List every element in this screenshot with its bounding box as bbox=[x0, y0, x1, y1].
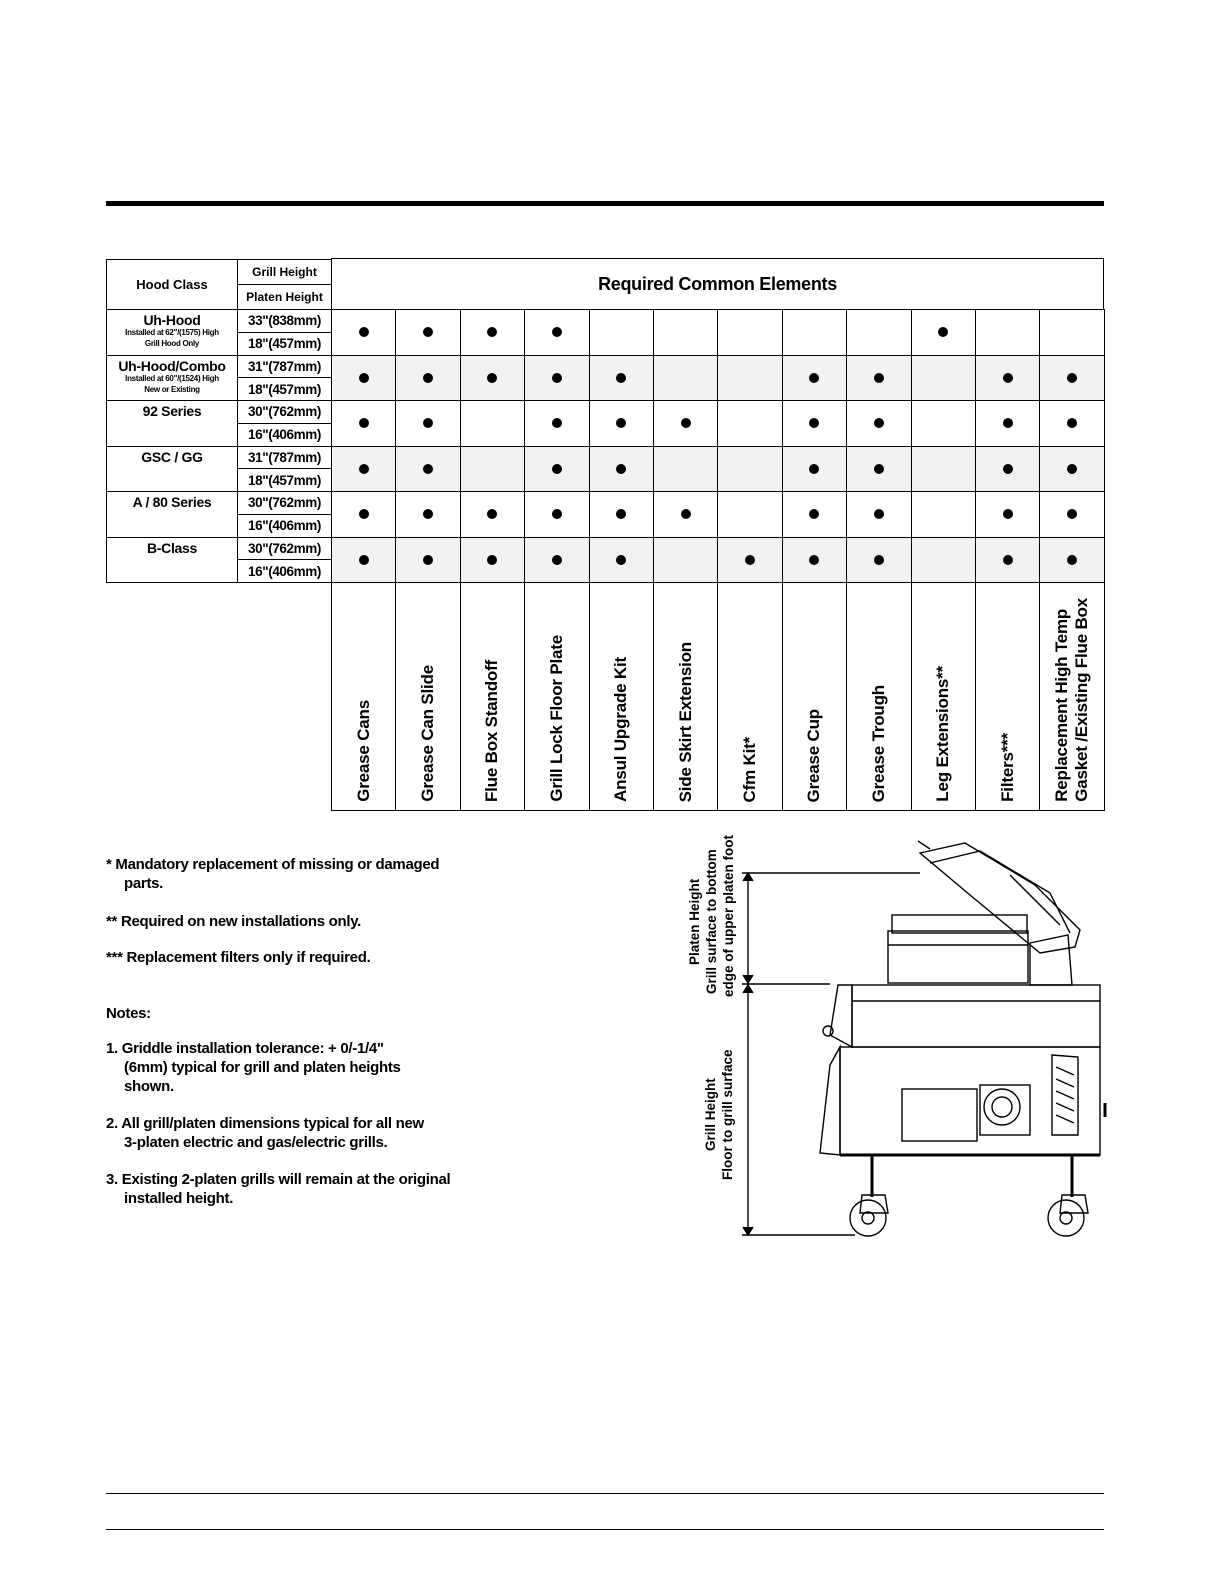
required-dot-icon bbox=[359, 464, 369, 474]
requirement-cell bbox=[717, 400, 782, 447]
grill-height-title: Grill Height bbox=[703, 1078, 718, 1152]
requirement-cell bbox=[589, 355, 654, 402]
element-label-text bbox=[998, 733, 1018, 802]
element-label-line: Filters*** bbox=[997, 733, 1017, 802]
element-label-text bbox=[611, 657, 631, 802]
note-1-line-2: (6mm) typical for grill and platen heights bbox=[124, 1059, 401, 1076]
required-dot-icon bbox=[681, 509, 691, 519]
required-dot-icon bbox=[487, 373, 497, 383]
platen-height-text: 18"(457mm) bbox=[248, 336, 321, 352]
element-column-label bbox=[717, 582, 782, 811]
grill-height-value bbox=[237, 537, 332, 561]
required-dot-icon bbox=[1067, 464, 1077, 474]
platen-height-header bbox=[237, 284, 332, 310]
element-column-label bbox=[653, 582, 718, 811]
element-column-label bbox=[331, 582, 396, 811]
grill-height-header-text: Grill Height bbox=[252, 265, 317, 279]
footnote-3: *** Replacement filters only if required. bbox=[106, 949, 371, 966]
grill-height-value bbox=[237, 309, 332, 333]
grill-height-value bbox=[237, 446, 332, 470]
platen-height-text: 16"(406mm) bbox=[248, 563, 321, 579]
element-column-label bbox=[975, 582, 1040, 811]
element-column-label bbox=[782, 582, 847, 811]
requirement-cell bbox=[1039, 355, 1104, 402]
requirement-cell bbox=[524, 491, 589, 538]
required-elements-table bbox=[106, 258, 1104, 811]
hood-class-name: Uh-Hood/Combo bbox=[118, 357, 226, 374]
element-label-line: Grease Cans bbox=[353, 700, 373, 802]
required-dot-icon bbox=[874, 373, 884, 383]
grill-height-desc: Floor to grill surface bbox=[720, 1049, 735, 1181]
required-dot-icon bbox=[809, 373, 819, 383]
required-dot-icon bbox=[1067, 509, 1077, 519]
platen-height-header-text: Platen Height bbox=[246, 290, 323, 304]
hood-class-cell bbox=[106, 491, 238, 538]
requirement-cell bbox=[717, 446, 782, 493]
note-1 bbox=[106, 1039, 401, 1096]
requirement-cell bbox=[460, 309, 525, 356]
footnote-1-line-2: parts. bbox=[124, 875, 164, 892]
element-label-text bbox=[804, 709, 824, 802]
element-label-line: Cfm Kit* bbox=[740, 736, 760, 802]
requirement-cell bbox=[975, 400, 1040, 447]
right-caster bbox=[1048, 1200, 1084, 1236]
required-dot-icon bbox=[423, 327, 433, 337]
required-dot-icon bbox=[1067, 373, 1077, 383]
platen-height-desc-1: Grill surface to bottom bbox=[704, 849, 719, 995]
required-dot-icon bbox=[359, 373, 369, 383]
grill-height-text: 33"(838mm) bbox=[248, 313, 321, 329]
element-label-text bbox=[482, 660, 502, 802]
requirement-cell bbox=[524, 446, 589, 493]
requirement-cell bbox=[975, 491, 1040, 538]
hood-class-note: Installed at 62"/(1575) High bbox=[125, 328, 219, 337]
required-dot-icon bbox=[1067, 555, 1077, 565]
requirement-cell bbox=[524, 400, 589, 447]
required-dot-icon bbox=[1003, 464, 1013, 474]
required-dot-icon bbox=[616, 373, 626, 383]
footnote-1 bbox=[106, 855, 439, 893]
note-2-line-1: 2. All grill/platen dimensions typical for all new bbox=[106, 1115, 424, 1132]
requirement-cell bbox=[911, 400, 976, 447]
required-dot-icon bbox=[616, 464, 626, 474]
element-label-line: Replacement High Temp bbox=[1052, 609, 1072, 802]
requirement-cell bbox=[460, 400, 525, 447]
footer-rule-2 bbox=[106, 1529, 1104, 1530]
required-dot-icon bbox=[616, 418, 626, 428]
element-column-label bbox=[846, 582, 911, 811]
required-dot-icon bbox=[681, 418, 691, 428]
element-label-line: Grease Trough bbox=[868, 684, 888, 802]
requirement-cell bbox=[653, 491, 718, 538]
requirement-cell bbox=[717, 537, 782, 584]
element-label-text bbox=[676, 642, 696, 802]
electrical-box bbox=[902, 1089, 977, 1141]
required-dot-icon bbox=[1067, 418, 1077, 428]
requirement-cell bbox=[524, 355, 589, 402]
requirement-cell bbox=[846, 537, 911, 584]
requirement-cell bbox=[589, 309, 654, 356]
element-column-label bbox=[524, 582, 589, 811]
required-dot-icon bbox=[616, 509, 626, 519]
requirement-cell bbox=[911, 537, 976, 584]
footnote-2: ** Required on new installations only. bbox=[106, 913, 362, 930]
requirement-cell bbox=[846, 491, 911, 538]
required-dot-icon bbox=[809, 418, 819, 428]
hood-class-cell bbox=[106, 400, 238, 447]
required-dot-icon bbox=[1003, 418, 1013, 428]
requirement-cell bbox=[653, 400, 718, 447]
platen-height-value bbox=[237, 332, 332, 356]
required-dot-icon bbox=[359, 418, 369, 428]
lower-platen-top bbox=[892, 915, 1027, 933]
element-label-text bbox=[869, 685, 889, 802]
requirement-cell bbox=[331, 355, 396, 402]
element-label-line: Grease Cup bbox=[804, 708, 824, 802]
required-dot-icon bbox=[874, 509, 884, 519]
top-rule bbox=[106, 201, 1104, 206]
platen-height-text: 18"(457mm) bbox=[248, 472, 321, 488]
grill-height-text: 30"(762mm) bbox=[248, 404, 321, 420]
element-label-line: Gasket /Existing Flue Box bbox=[1072, 598, 1092, 802]
element-column-label bbox=[395, 582, 460, 811]
grill-dimension-figure bbox=[680, 835, 1110, 1245]
requirement-cell bbox=[653, 446, 718, 493]
requirement-cell bbox=[395, 537, 460, 584]
requirement-cell bbox=[975, 537, 1040, 584]
requirement-cell bbox=[460, 537, 525, 584]
required-elements-header-text: Required Common Elements bbox=[598, 273, 837, 294]
requirement-cell bbox=[524, 537, 589, 584]
required-dot-icon bbox=[874, 464, 884, 474]
required-dot-icon bbox=[423, 418, 433, 428]
required-dot-icon bbox=[423, 555, 433, 565]
requirement-cell bbox=[589, 537, 654, 584]
requirement-cell bbox=[653, 309, 718, 356]
requirement-cell bbox=[846, 400, 911, 447]
requirement-cell bbox=[846, 446, 911, 493]
requirement-cell bbox=[331, 491, 396, 538]
element-label-text bbox=[354, 700, 374, 802]
requirement-cell bbox=[782, 309, 847, 356]
element-label-text bbox=[418, 665, 438, 802]
hood-class-name: Uh-Hood bbox=[143, 312, 201, 328]
platen-height-desc-2: edge of upper platen foot bbox=[721, 835, 736, 997]
requirement-cell bbox=[331, 446, 396, 493]
requirement-cell bbox=[589, 491, 654, 538]
requirement-cell bbox=[1039, 446, 1104, 493]
element-label-line: Grease Can Slide bbox=[418, 665, 438, 802]
hood-class-name: B-Class bbox=[146, 539, 198, 556]
requirement-cell bbox=[717, 491, 782, 538]
required-dot-icon bbox=[809, 464, 819, 474]
platen-height-title: Platen Height bbox=[687, 878, 702, 966]
element-label-line: Flue Box Standoff bbox=[482, 659, 502, 802]
required-dot-icon bbox=[745, 555, 755, 565]
required-dot-icon bbox=[1003, 555, 1013, 565]
hood-class-cell bbox=[106, 537, 238, 584]
required-dot-icon bbox=[552, 327, 562, 337]
required-dot-icon bbox=[1003, 373, 1013, 383]
note-1-line-1: 1. Griddle installation tolerance: + 0/-1/4" bbox=[106, 1040, 384, 1057]
element-label-line: Grill Lock Floor Plate bbox=[546, 635, 566, 802]
requirement-cell bbox=[911, 491, 976, 538]
note-3-line-2: installed height. bbox=[124, 1190, 234, 1207]
requirement-cell bbox=[911, 309, 976, 356]
element-column-label bbox=[589, 582, 654, 811]
grill-cabinet bbox=[852, 985, 1100, 1047]
required-dot-icon bbox=[552, 464, 562, 474]
required-dot-icon bbox=[874, 418, 884, 428]
required-dot-icon bbox=[874, 555, 884, 565]
requirement-cell bbox=[782, 537, 847, 584]
platen-height-value bbox=[237, 559, 332, 583]
requirement-cell bbox=[395, 491, 460, 538]
requirement-cell bbox=[460, 446, 525, 493]
requirement-cell bbox=[331, 400, 396, 447]
required-dot-icon bbox=[359, 509, 369, 519]
requirement-cell bbox=[331, 537, 396, 584]
platen-height-text: 16"(406mm) bbox=[248, 518, 321, 534]
requirement-cell bbox=[782, 491, 847, 538]
requirement-cell bbox=[589, 400, 654, 447]
grill-height-value bbox=[237, 355, 332, 379]
required-dot-icon bbox=[616, 555, 626, 565]
requirement-cell bbox=[395, 400, 460, 447]
requirement-cell bbox=[460, 491, 525, 538]
requirement-cell bbox=[717, 309, 782, 356]
hood-class-header bbox=[106, 259, 238, 310]
requirement-cell bbox=[975, 355, 1040, 402]
required-dot-icon bbox=[359, 327, 369, 337]
element-label-text bbox=[933, 666, 953, 802]
element-column-label bbox=[911, 582, 976, 811]
footer-rule-1 bbox=[106, 1493, 1104, 1494]
requirement-cell bbox=[911, 355, 976, 402]
requirement-cell bbox=[653, 537, 718, 584]
requirement-cell bbox=[975, 309, 1040, 356]
grill-height-text: 31"(787mm) bbox=[248, 449, 321, 465]
platen-height-text: 18"(457mm) bbox=[248, 381, 321, 397]
requirement-cell bbox=[653, 355, 718, 402]
requirement-cell bbox=[782, 400, 847, 447]
hood-class-cell bbox=[106, 309, 238, 356]
hood-class-name: 92 Series bbox=[142, 403, 202, 419]
grill-height-header bbox=[237, 259, 332, 285]
hood-class-note: New or Existing bbox=[144, 384, 200, 394]
required-dot-icon bbox=[809, 509, 819, 519]
left-caster bbox=[850, 1200, 886, 1236]
required-elements-header bbox=[331, 258, 1104, 310]
platen-height-value bbox=[237, 423, 332, 447]
hood-class-note: Installed at 60"/(1524) High bbox=[125, 373, 219, 383]
element-label-text bbox=[740, 737, 760, 802]
requirement-cell bbox=[1039, 491, 1104, 538]
grill-height-value bbox=[237, 491, 332, 515]
requirement-cell bbox=[911, 446, 976, 493]
requirement-cell bbox=[395, 355, 460, 402]
hood-class-note: Grill Hood Only bbox=[144, 339, 200, 348]
element-label-line: Leg Extensions** bbox=[933, 666, 953, 802]
requirement-cell bbox=[1039, 400, 1104, 447]
requirement-cell bbox=[395, 309, 460, 356]
required-dot-icon bbox=[423, 509, 433, 519]
requirement-cell bbox=[782, 446, 847, 493]
platen-height-value bbox=[237, 468, 332, 492]
element-label-line: Ansul Upgrade Kit bbox=[611, 657, 631, 802]
note-3 bbox=[106, 1170, 450, 1208]
element-column-label bbox=[460, 582, 525, 811]
grill-illustration bbox=[680, 835, 1110, 1245]
footnote-1-line-1: * Mandatory replacement of missing or damaged bbox=[106, 856, 440, 873]
required-dot-icon bbox=[809, 555, 819, 565]
hood-class-name: GSC / GG bbox=[141, 448, 203, 465]
requirement-cell bbox=[717, 355, 782, 402]
required-dot-icon bbox=[552, 509, 562, 519]
notes-heading: Notes: bbox=[106, 1005, 151, 1022]
required-dot-icon bbox=[487, 509, 497, 519]
hood-class-name: A / 80 Series bbox=[132, 494, 212, 510]
requirement-cell bbox=[331, 309, 396, 356]
note-1-line-3: shown. bbox=[124, 1078, 174, 1095]
requirement-cell bbox=[975, 446, 1040, 493]
required-dot-icon bbox=[423, 464, 433, 474]
required-dot-icon bbox=[552, 555, 562, 565]
requirement-cell bbox=[846, 309, 911, 356]
required-dot-icon bbox=[487, 327, 497, 337]
required-dot-icon bbox=[359, 555, 369, 565]
element-label-text bbox=[547, 635, 567, 802]
requirement-cell bbox=[1039, 309, 1104, 356]
element-column-label bbox=[1039, 582, 1104, 811]
element-label-text bbox=[1052, 598, 1092, 802]
required-dot-icon bbox=[423, 373, 433, 383]
element-label-line: Side Skirt Extension bbox=[675, 641, 695, 802]
note-2-line-2: 3-platen electric and gas/electric grills. bbox=[124, 1134, 388, 1151]
grill-height-text: 30"(762mm) bbox=[248, 495, 321, 511]
platen-height-value bbox=[237, 514, 332, 538]
grill-height-text: 30"(762mm) bbox=[248, 540, 321, 556]
required-dot-icon bbox=[552, 418, 562, 428]
platen-height-text: 16"(406mm) bbox=[248, 427, 321, 443]
requirement-cell bbox=[460, 355, 525, 402]
required-dot-icon bbox=[938, 327, 948, 337]
requirement-cell bbox=[524, 309, 589, 356]
note-2 bbox=[106, 1114, 424, 1152]
required-dot-icon bbox=[1003, 509, 1013, 519]
note-3-line-1: 3. Existing 2-platen grills will remain at the original bbox=[106, 1171, 451, 1188]
requirement-cell bbox=[846, 355, 911, 402]
requirement-cell bbox=[1039, 537, 1104, 584]
hood-class-cell bbox=[106, 446, 238, 493]
grill-height-value bbox=[237, 400, 332, 424]
required-dot-icon bbox=[487, 555, 497, 565]
requirement-cell bbox=[395, 446, 460, 493]
platen-height-value bbox=[237, 377, 332, 401]
required-dot-icon bbox=[552, 373, 562, 383]
requirement-cell bbox=[589, 446, 654, 493]
hood-class-header-text: Hood Class bbox=[136, 277, 208, 292]
requirement-cell bbox=[782, 355, 847, 402]
hood-class-cell bbox=[106, 355, 238, 402]
grill-height-text: 31"(787mm) bbox=[248, 358, 321, 374]
